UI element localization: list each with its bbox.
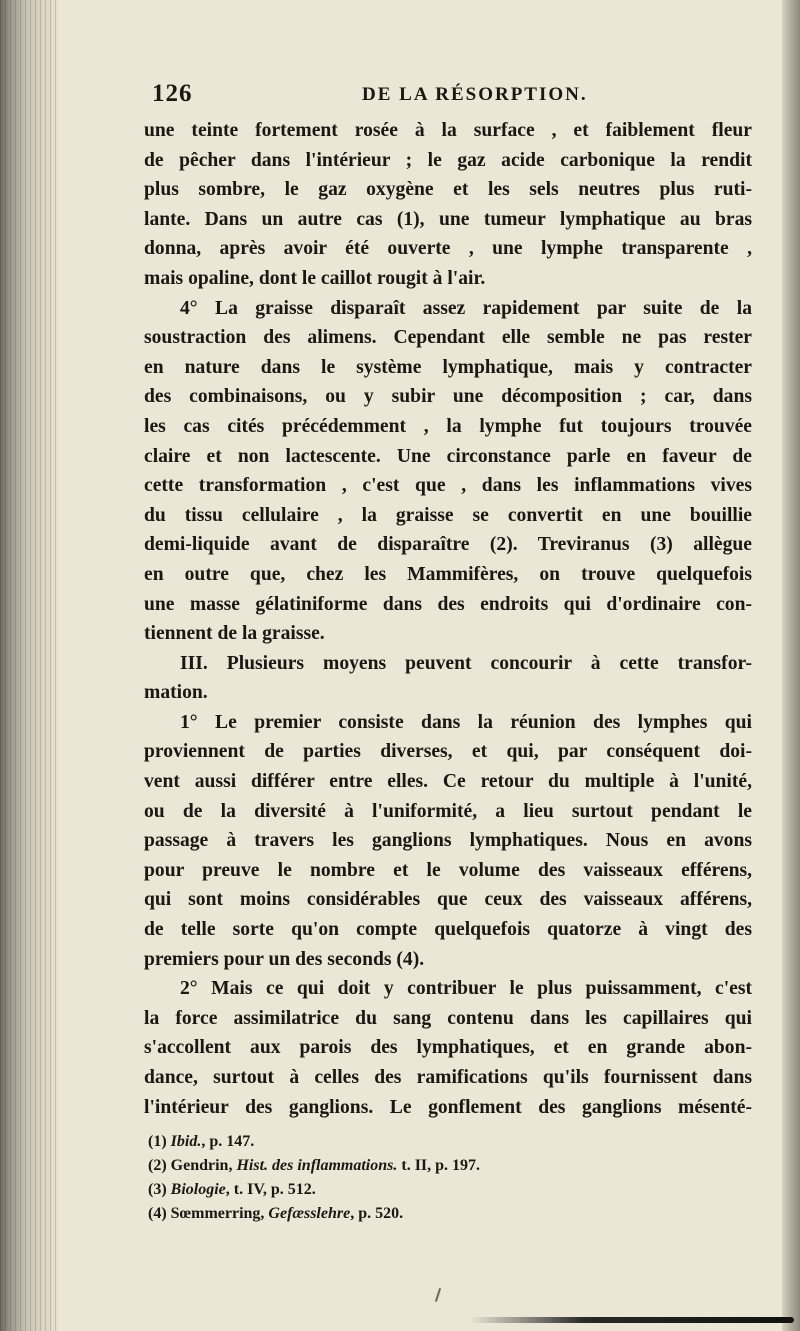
text-line: en outre que, chez les Mammifères, on trouve quelquefois [144, 563, 752, 585]
page-right-edge [782, 0, 800, 1331]
page-number: 126 [152, 80, 193, 107]
text-line: 2° Mais ce qui doit y contribuer le plus puissamment, c'est [180, 978, 752, 1000]
footnote-number: (4) [148, 1205, 167, 1223]
book-binding-edge [0, 0, 58, 1331]
body-text [144, 116, 752, 1122]
text-line: de pêcher dans l'intérieur ; le gaz acide carbonique la rendit [144, 149, 752, 171]
text-line: demi-liquide avant de disparaître (2). Treviranus (3) allègue [144, 534, 752, 556]
text-line: donna, après avoir été ouverte , une lymphe transparente , [144, 238, 752, 260]
page-bottom-shadow [470, 1317, 794, 1323]
text-line: soustraction des alimens. Cependant elle semble ne pas rester [144, 327, 752, 349]
text-line: 4° La graisse disparaît assez rapidement par suite de la [180, 297, 752, 319]
page-header [144, 80, 752, 116]
text-line: l'intérieur des ganglions. Le gonflement des ganglions mésenté- [144, 1096, 752, 1118]
stray-ink-mark [435, 1288, 441, 1302]
footnote-author: Sœmmerring, [170, 1205, 265, 1223]
footnote [144, 1178, 752, 1202]
text-line: cette transformation , c'est que , dans les inflammations vives [144, 475, 752, 497]
text-line: mation. [144, 682, 208, 704]
text-line: tiennent de la graisse. [144, 623, 325, 645]
text-line: de telle sorte qu'on compte quelquefois quatorze à vingt des [144, 919, 752, 941]
footnote-title: Hist. des inflammations. [236, 1157, 398, 1175]
text-line: passage à travers les ganglions lymphatiques. Nous en avons [144, 830, 752, 852]
text-line: les cas cités précédemment , la lymphe fut toujours trouvée [144, 415, 752, 437]
footnote-number: (3) [148, 1181, 167, 1199]
text-line: qui sont moins considérables que ceux des vaisseaux afférens, [144, 889, 752, 911]
text-line: III. Plusieurs moyens peuvent concourir à cette transfor- [180, 652, 752, 674]
running-head: DE LA RÉSORPTION. [362, 84, 588, 105]
footnote-reference: , p. 147. [201, 1133, 255, 1151]
text-line: vent aussi différer entre elles. Ce retour du multiple à l'unité, [144, 771, 752, 793]
book-page [144, 80, 752, 1226]
text-line: dance, surtout à celles des ramifications qu'ils fournissent dans [144, 1067, 752, 1088]
footnote-number: (1) [148, 1133, 167, 1151]
text-line: 1° Le premier consiste dans la réunion des lymphes qui [180, 711, 752, 733]
footnote [144, 1202, 752, 1226]
footnote-reference: , t. IV, p. 512. [225, 1181, 316, 1199]
text-line: proviennent de parties diverses, et qui, par conséquent doi- [144, 741, 752, 763]
text-line: des combinaisons, ou y subir une décomposition ; car, dans [144, 386, 752, 408]
text-line: ou de la diversité à l'uniformité, a lieu surtout pendant le [144, 800, 752, 822]
text-line: s'accollent aux parois des lymphatiques, et en grande abon- [144, 1037, 752, 1059]
text-line: plus sombre, le gaz oxygène et les sels neutres plus ruti- [144, 179, 752, 201]
text-line: claire et non lactescente. Une circonstance parle en faveur de [144, 445, 752, 467]
footnote [144, 1130, 752, 1154]
text-line: lante. Dans un autre cas (1), une tumeur lymphatique au bras [144, 208, 752, 230]
text-line: premiers pour un des seconds (4). [144, 948, 425, 970]
text-line: pour preuve le nombre et le volume des vaisseaux efférens, [144, 859, 752, 881]
footnotes [144, 1130, 752, 1226]
text-line: en nature dans le système lymphatique, mais y contracter [144, 356, 752, 378]
text-line: une teinte fortement rosée à la surface , et faiblement fleur [144, 120, 752, 141]
text-line: mais opaline, dont le caillot rougit à l'air. [144, 267, 486, 289]
text-line: une masse gélatiniforme dans des endroits qui d'ordinaire con- [144, 593, 752, 615]
footnote-title: Gefæsslehre [268, 1205, 351, 1223]
footnote-number: (2) [148, 1157, 167, 1175]
footnote-title: Ibid. [170, 1133, 202, 1151]
text-line: la force assimilatrice du sang contenu dans les capillaires qui [144, 1007, 752, 1029]
text-line: du tissu cellulaire , la graisse se convertit en une bouillie [144, 504, 752, 526]
footnote-reference: t. II, p. 197. [397, 1157, 481, 1175]
footnote-reference: , p. 520. [350, 1205, 404, 1223]
footnote-title: Biologie [170, 1181, 226, 1199]
footnote [144, 1154, 752, 1178]
footnote-author: Gendrin, [170, 1157, 233, 1175]
